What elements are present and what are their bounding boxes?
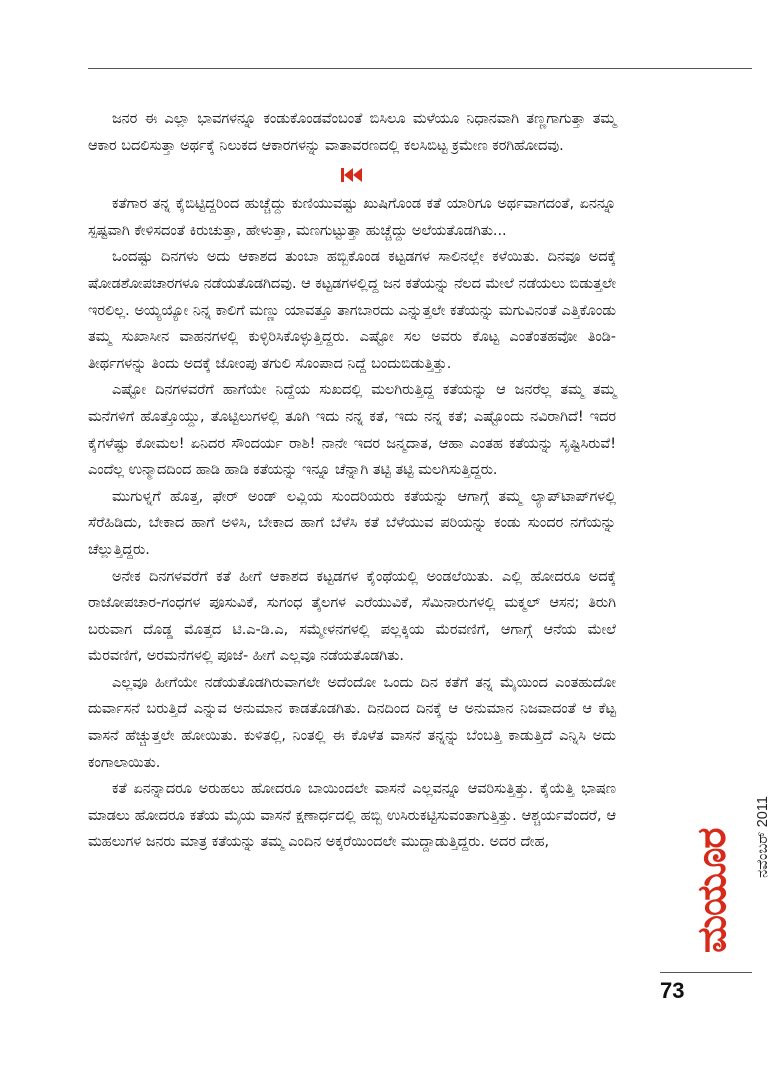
issue-date: ನವೆಂಬರ್ 2011 [755, 796, 771, 878]
paragraph: ಜನರ ಈ ಎಲ್ಲಾ ಭಾವಗಳನ್ನೂ ಕಂಡುಕೊಂಡವೆಂಬಂತೆ ಬಿಸಿಲೂ ಮಳೆಯೂ ನಿಧಾನವಾಗಿ ತಣ್ಣಗಾಗುತ್ತಾ ತಮ್ಮ ಆಕಾರ ಬದಲಿಸುತ್ತಾ ಅರ್ಥಕ್ಕೆ ನಿಲುಕದ ಆಕಾರಗಳನ್ನು ವಾತಾವರಣದಲ್ಲಿ ಕಲಸಿಬಿಟ್ಟ ಕ್ರಮೇಣ ಕರಗಿಹೋದವು. [88, 111, 616, 154]
section-break [88, 161, 616, 187]
paragraph: ಮುಗುಳ್ನಗೆ ಹೊತ್ತ, ಫೇರ್ ಅಂಡ್ ಲವ್ಲಿಯ ಸುಂದರಿಯರು ಕತೆಯನ್ನು ಆಗಾಗ್ಗೆ ತಮ್ಮ ಲ್ಯಾಪ್‌ಟಾಪ್‌ಗಳಲ್ಲಿ ಸೆರೆಹಿಡಿದು, ಬೇಕಾದ ಹಾಗೆ ಅಳಿಸಿ, ಬೇಕಾದ ಹಾಗೆ ಬೆಳೆಸಿ ಕತೆ ಬೆಳೆಯುವ ಪರಿಯನ್ನು ಕಂಡು ಸುಂದರ ನಗೆಯನ್ನು ಚೆಲ್ಲುತ್ತಿದ್ದರು. [88, 488, 616, 558]
paragraph: ಕತೆಗಾರ ತನ್ನ ಕೈಬಿಟ್ಟಿದ್ದರಿಂದ ಹುಚ್ಚೆದ್ದು ಕುಣಿಯುವಷ್ಟು ಖುಷಿಗೊಂಡ ಕತೆ ಯಾರಿಗೂ ಅರ್ಥವಾಗದಂತೆ, ಏನನ್ನೂ ಸ್ಪಷ್ಟವಾಗಿ ಕೇಳಿಸದಂತೆ ಕಿರುಚುತ್ತಾ, ಹೇಳುತ್ತಾ, ಮಣಗುಟ್ಟುತ್ತಾ ಹುಚ್ಚೆದ್ದು ಅಲೆಯತೊಡಗಿತು... [88, 196, 616, 239]
paragraph: ಅನೇಕ ದಿನಗಳವರೆಗೆ ಕತೆ ಹೀಗೆ ಆಕಾಶದ ಕಟ್ಟಡಗಳ ಕೈಂಥೆಯಲ್ಲಿ ಅಂಡಲೆಯಿತು. ಎಲ್ಲಿ ಹೋದರೂ ಅದಕ್ಕೆ ರಾಜೋಪಚಾರ-ಗಂಧಗಳ ಪೂಸುವಿಕೆ, ಸುಗಂಧ ತೈಲಗಳ ಎರೆಯುವಿಕೆ, ಸೆಮಿನಾರುಗಳಲ್ಲಿ ಮಕ್ಮಲ್ ಆಸನ; ತಿರುಗಿ ಬರುವಾಗ ದೊಡ್ಡ ಮೊತ್ತದ ಟಿ.ಎ-ಡಿ.ಎ, ಸಮ್ಮೇಳನಗಳಲ್ಲಿ ಪಲ್ಲಕ್ಕಿಯ ಮೆರವಣಿಗೆ, ಆಗಾಗ್ಗೆ ಆನೆಯ ಮೇಲೆ ಮೆರವಣಿಗೆ, ಅರಮನೆಗಳಲ್ಲಿ ಪೂಜೆ- ಹೀಗೆ ಎಲ್ಲವೂ ನಡೆಯತೊಡಗಿತು. [88, 568, 616, 665]
header-rule [88, 68, 752, 69]
footer-rule [660, 972, 752, 973]
magazine-logo: ಮಯೂರ [689, 828, 735, 953]
paragraph: ಎಷ್ಟೋ ದಿನಗಳವರೆಗೆ ಹಾಗೆಯೇ ನಿದ್ದೆಯ ಸುಖದಲ್ಲಿ ಮಲಗಿರುತ್ತಿದ್ದ ಕತೆಯನ್ನು ಆ ಜನರೆಲ್ಲ ತಮ್ಮ ತಮ್ಮ ಮನೆಗಳಿಗೆ ಹೊತ್ತೊಯ್ದು, ತೊಟ್ಟಿಲುಗಳಲ್ಲಿ ತೂಗಿ ಇದು ನನ್ನ ಕತೆ, ಇದು ನನ್ನ ಕತೆ; ಎಷ್ಟೊಂದು ನವಿರಾಗಿದೆ! ಇದರ ಕೈಗಳೆಷ್ಟು ಕೋಮಲ! ಏನಿದರ ಸೌಂದರ್ಯ ರಾಶಿ! ನಾನೇ ಇದರ ಜನ್ಮದಾತ, ಆಹಾ ಎಂತಹ ಕತೆಯನ್ನು ಸೃಷ್ಟಿಸಿರುವೆ! ಎಂದೆಲ್ಲ ಉನ್ಮಾದದಿಂದ ಹಾಡಿ ಹಾಡಿ ಕತೆಯನ್ನು ಇನ್ನೂ ಚೆನ್ನಾಗಿ ತಟ್ಟಿ ತಟ್ಟಿ ಮಲಗಿಸುತ್ತಿದ್ದರು. [88, 382, 616, 479]
page-number: 73 [660, 978, 685, 1003]
double-triangle-left-icon [341, 168, 363, 182]
paragraph: ಕತೆ ಏನನ್ನಾದರೂ ಅರುಹಲು ಹೋದರೂ ಬಾಯಿಂದಲೇ ವಾಸನೆ ಎಲ್ಲವನ್ನೂ ಆವರಿಸುತ್ತಿತ್ತು. ಕೈಯೆತ್ತಿ ಭಾಷಣ ಮಾಡಲು ಹೋದರೂ ಕತೆಯ ಮೈಯ ವಾಸನೆ ಕ್ಷಣಾರ್ಧದಲ್ಲಿ ಹಬ್ಬಿ ಉಸಿರುಕಟ್ಟಿಸುವಂತಾಗುತ್ತಿತ್ತು. ಆಶ್ಚರ್ಯವೆಂದರೆ, ಆ ಮಹಲುಗಳ ಜನರು ಮಾತ್ರ ಕತೆಯನ್ನು ತಮ್ಮ ಎಂದಿನ ಅಕ್ಕರೆಯಿಂದಲೇ ಮುದ್ದಾಡುತ್ತಿದ್ದರು. ಅದರ ದೇಹ, [88, 781, 616, 851]
article-body [88, 106, 616, 856]
paragraph: ಎಲ್ಲವೂ ಹೀಗೆಯೇ ನಡೆಯತೊಡಗಿರುವಾಗಲೇ ಅದೆಂದೋ ಒಂದು ದಿನ ಕತೆಗೆ ತನ್ನ ಮೈಯಿಂದ ಎಂತಹುದೋ ದುರ್ವಾಸನೆ ಬರುತ್ತಿದೆ ಎನ್ನುವ ಅನುಮಾನ ಕಾಡತೊಡಗಿತು. ದಿನದಿಂದ ದಿನಕ್ಕೆ ಆ ಅನುಮಾನ ನಿಜವಾದಂತೆ ಆ ಕೆಟ್ಟ ವಾಸನೆ ಹೆಚ್ಚುತ್ತಲೇ ಹೋಯಿತು. ಕುಳಿತಲ್ಲಿ, ನಿಂತಲ್ಲಿ ಈ ಕೊಳೆತ ವಾಸನೆ ತನ್ನನ್ನು ಬೆಂಬತ್ತಿ ಕಾಡುತ್ತಿದೆ ಎನ್ನಿಸಿ ಅದು ಕಂಗಾಲಾಯಿತು. [88, 674, 616, 771]
paragraph: ಒಂದಷ್ಟು ದಿನಗಳು ಅದು ಆಕಾಶದ ತುಂಬಾ ಹಬ್ಬಿಕೊಂಡ ಕಟ್ಟಡಗಳ ಸಾಲಿನಲ್ಲೇ ಕಳೆಯಿತು. ದಿನವೂ ಅದಕ್ಕೆ ಷೋಡಶೋಪಚಾರಗಳೂ ನಡೆಯತೊಡಗಿದವು. ಆ ಕಟ್ಟಡಗಳಲ್ಲಿದ್ದ ಜನ ಕತೆಯನ್ನು ನೆಲದ ಮೇಲೆ ನಡೆಯಲು ಬಿಡುತ್ತಲೇ ಇರಲಿಲ್ಲ. ಅಯ್ಯಯ್ಯೋ ನಿನ್ನ ಕಾಲಿಗೆ ಮಣ್ಣು ಯಾವತ್ತೂ ತಾಗಬಾರದು ಎನ್ನುತ್ತಲೇ ಕತೆಯನ್ನು ಮಗುವಿನಂತೆ ಎತ್ತಿಕೊಂಡು ತಮ್ಮ ಸುಖಾಸೀನ ವಾಹನಗಳಲ್ಲಿ ಕುಳ್ಳಿರಿಸಿಕೊಳ್ಳುತ್ತಿದ್ದರು. ಎಷ್ಟೋ ಸಲ ಅವರು ಕೊಟ್ಟ ಎಂತೆಂತಹವೋ ತಿಂಡಿ-ತೀರ್ಥಗಳನ್ನು ತಿಂದು ಅದಕ್ಕೆ ಜೋಂಪು ತಗುಲಿ ಸೊಂಪಾದ ನಿದ್ದೆ ಬಂದುಬಿಡುತ್ತಿತ್ತು. [88, 249, 616, 372]
